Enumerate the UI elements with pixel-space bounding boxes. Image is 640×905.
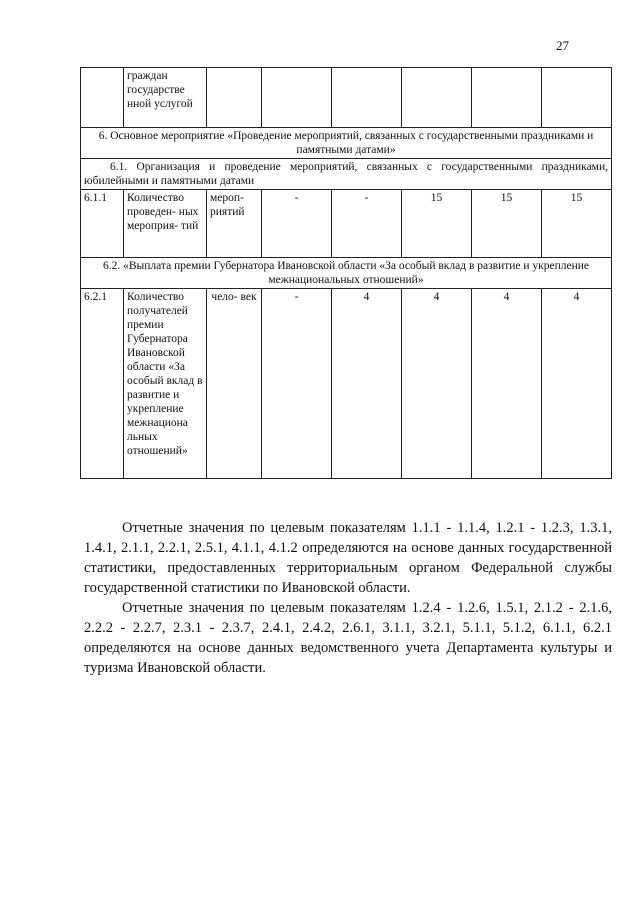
cell-value bbox=[262, 68, 332, 128]
table-row bbox=[81, 68, 612, 128]
body-text bbox=[84, 518, 612, 678]
paragraph-statistics: Отчетные значения по целевым показателям 1.1.1 - 1.1.4, 1.2.1 - 1.2.3, 1.3.1, 1.4.1, 2.1.1, 2.2.1, 2.5.1, 4.1.1, 4.1.2 определяются на основе данных государственной статистики, предоставленных территориальным органом Федеральной службы государственной статистики по Ивановской области. bbox=[84, 520, 612, 596]
cell-value: 15 bbox=[472, 190, 542, 258]
section-row bbox=[81, 128, 612, 159]
cell-num bbox=[81, 68, 124, 128]
section-6-1-title: 6.1. Организация и проведение мероприятий, связанных с государственными праздниками, юбилейными и памятными датами bbox=[81, 159, 612, 190]
cell-value bbox=[472, 68, 542, 128]
section-6-2-title: 6.2. «Выплата премии Губернатора Ивановской области «За особый вклад в развитие и укрепление межнациональных отношений» bbox=[81, 258, 612, 289]
cell-unit: чело- век bbox=[207, 289, 262, 479]
cell-value: 15 bbox=[542, 190, 612, 258]
cell-indicator-name: Количество получателей премии Губернатора Ивановской области «За особый вклад в развитие и укрепление межнациона льных отношений» bbox=[124, 289, 207, 479]
cell-value bbox=[542, 68, 612, 128]
cell-value: - bbox=[332, 190, 402, 258]
cell-value: 4 bbox=[402, 289, 472, 479]
cell-value: 4 bbox=[472, 289, 542, 479]
cell-num: 6.1.1 bbox=[81, 190, 124, 258]
section-6-title: 6. Основное мероприятие «Проведение мероприятий, связанных с государственными праздниками и памятными датами» bbox=[81, 128, 612, 159]
cell-value: 15 bbox=[402, 190, 472, 258]
cell-value: 4 bbox=[332, 289, 402, 479]
cell-unit: мероп- риятий bbox=[207, 190, 262, 258]
page-number: 27 bbox=[556, 38, 569, 53]
table-row bbox=[81, 190, 612, 258]
indicators-table bbox=[80, 67, 612, 479]
section-row bbox=[81, 159, 612, 190]
cell-value: 4 bbox=[542, 289, 612, 479]
table-row bbox=[81, 289, 612, 479]
section-row bbox=[81, 258, 612, 289]
cell-indicator-name: граждан государстве нной услугой bbox=[124, 68, 207, 128]
paragraph-departmental: Отчетные значения по целевым показателям 1.2.4 - 1.2.6, 1.5.1, 2.1.2 - 2.1.6, 2.2.2 - 2.2.7, 2.3.1 - 2.3.7, 2.4.1, 2.4.2, 2.6.1, 3.1.1, 3.2.1, 5.1.1, 5.1.2, 6.1.1, 6.2.1 определяются на основе данных ведомственного учета Департамента культуры и туризма Ивановской области. bbox=[84, 600, 612, 676]
cell-value bbox=[402, 68, 472, 128]
cell-value: - bbox=[262, 190, 332, 258]
cell-num: 6.2.1 bbox=[81, 289, 124, 479]
cell-value: - bbox=[262, 289, 332, 479]
cell-value bbox=[332, 68, 402, 128]
cell-unit bbox=[207, 68, 262, 128]
cell-indicator-name: Количество проведен- ных мероприя- тий bbox=[124, 190, 207, 258]
